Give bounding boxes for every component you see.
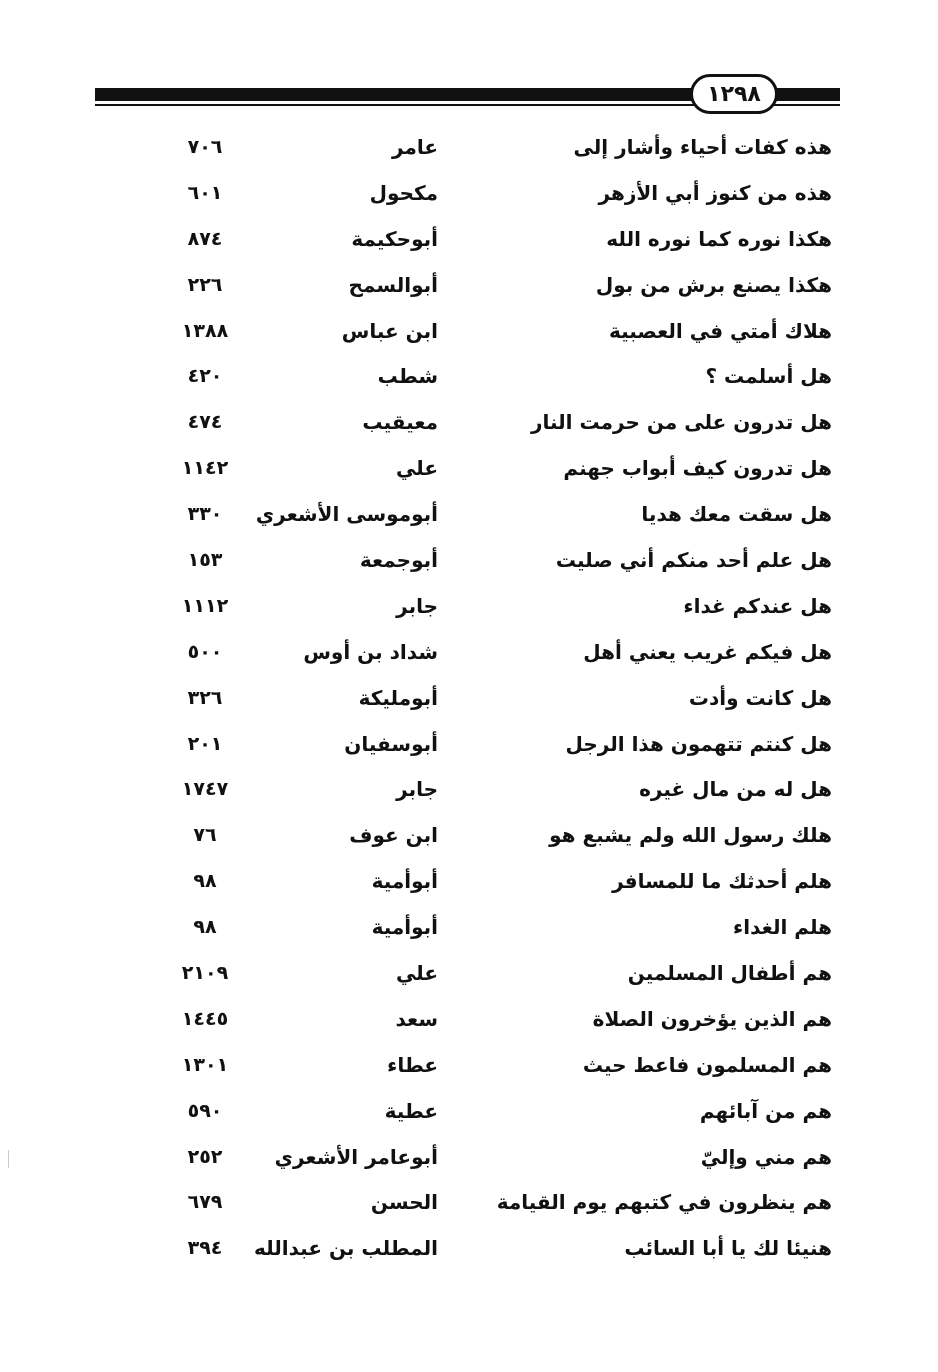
narrator-name: أبوجمعة xyxy=(359,547,438,572)
hadith-phrase: هل تدرون كيف أبواب جهنم xyxy=(563,456,832,481)
hadith-phrase: هل عندكم غداء xyxy=(683,593,832,618)
page-ref: ٢٥٢ xyxy=(187,1145,223,1168)
hadith-index-table xyxy=(150,124,840,1271)
narrator-name: ابن عوف xyxy=(349,823,438,848)
hadith-phrase: هل كانت وأدت xyxy=(688,685,832,710)
page-ref: ٧٦ xyxy=(193,824,217,847)
page-ref: ١١٤٢ xyxy=(181,457,229,480)
index-row xyxy=(150,904,840,950)
page-ref: ٥٠٠ xyxy=(187,640,223,663)
index-row xyxy=(150,308,840,354)
narrator-name: عامر xyxy=(392,134,438,159)
hadith-phrase: هم من آبائهم xyxy=(699,1098,832,1123)
index-row xyxy=(150,170,840,216)
hadith-phrase: هل تدرون على من حرمت النار xyxy=(530,410,832,435)
page-ref: ١١١٢ xyxy=(181,594,229,617)
hadith-phrase: هل له من مال غيره xyxy=(639,777,832,802)
page-ref: ٩٨ xyxy=(193,870,217,893)
narrator-name: ابن عباس xyxy=(341,318,438,343)
scan-edge-mark xyxy=(8,1150,9,1168)
index-row xyxy=(150,629,840,675)
narrator-name: أبومليكة xyxy=(358,685,438,710)
index-row xyxy=(150,491,840,537)
page-ref: ٦٧٩ xyxy=(187,1191,223,1214)
page-ref: ٦٠١ xyxy=(187,181,223,204)
narrator-name: أبوحكيمة xyxy=(351,226,438,251)
index-row xyxy=(150,262,840,308)
page-ref: ١٧٤٧ xyxy=(181,778,229,801)
narrator-name: مكحول xyxy=(369,180,438,205)
hadith-phrase: هكذا نوره كما نوره الله xyxy=(606,226,832,251)
page-ref: ١٤٤٥ xyxy=(181,1007,229,1030)
narrator-name: علي xyxy=(395,960,438,985)
page-ref: ٢٢٦ xyxy=(187,273,223,296)
index-row xyxy=(150,1042,840,1088)
hadith-phrase: هلم الغداء xyxy=(733,915,832,940)
page-ref: ٢١٠٩ xyxy=(181,961,229,984)
hadith-phrase: هذه كفات أحياء وأشار إلى xyxy=(573,134,832,159)
page-number: ١٢٩٨ xyxy=(690,74,778,114)
hadith-phrase: هم أطفال المسلمين xyxy=(627,960,832,985)
index-row xyxy=(150,445,840,491)
narrator-name: عطية xyxy=(384,1098,438,1123)
page-ref: ١٣٠١ xyxy=(181,1053,229,1076)
narrator-name: شداد بن أوس xyxy=(303,639,438,664)
hadith-phrase: هكذا يصنع برش من بول xyxy=(595,272,832,297)
index-row xyxy=(150,353,840,399)
narrator-name: المطلب بن عبدالله xyxy=(253,1236,438,1261)
narrator-name: جابر xyxy=(396,593,438,618)
page-ref: ٧٠٦ xyxy=(187,135,223,158)
page-ref: ٨٧٤ xyxy=(187,227,223,250)
hadith-phrase: هلك رسول الله ولم يشبع هو xyxy=(549,823,832,848)
page-ref: ٢٠١ xyxy=(187,732,223,755)
index-row xyxy=(150,216,840,262)
index-row xyxy=(150,675,840,721)
index-row xyxy=(150,1134,840,1180)
page-ref: ٩٨ xyxy=(193,916,217,939)
page-ref: ١٣٨٨ xyxy=(181,319,229,342)
hadith-phrase: هل علم أحد منكم أني صليت xyxy=(555,547,832,572)
narrator-name: أبوالسمح xyxy=(348,272,438,297)
hadith-phrase: هم المسلمون فاعط حيث xyxy=(582,1052,832,1077)
index-row xyxy=(150,583,840,629)
narrator-name: جابر xyxy=(396,777,438,802)
narrator-name: معيقيب xyxy=(362,410,438,435)
index-row xyxy=(150,1179,840,1225)
index-row xyxy=(150,766,840,812)
hadith-phrase: هل أسلمت ؟ xyxy=(705,364,832,389)
index-row xyxy=(150,124,840,170)
page-ref: ٤٧٤ xyxy=(187,411,223,434)
hadith-phrase: هل سقت معك هديا xyxy=(641,502,832,527)
narrator-name: علي xyxy=(395,456,438,481)
narrator-name: أبوعامر الأشعري xyxy=(274,1144,438,1169)
index-row xyxy=(150,399,840,445)
index-row xyxy=(150,812,840,858)
narrator-name: الحسن xyxy=(370,1190,438,1215)
page-ref: ٥٩٠ xyxy=(187,1099,223,1122)
narrator-name: أبوسفيان xyxy=(344,731,438,756)
hadith-phrase: هنيئا لك يا أبا السائب xyxy=(624,1236,832,1261)
index-row xyxy=(150,858,840,904)
page-ref: ١٥٣ xyxy=(187,548,223,571)
page-ref: ٣٢٦ xyxy=(187,686,223,709)
hadith-phrase: هلم أحدثك ما للمسافر xyxy=(612,869,832,894)
narrator-name: أبوأمية xyxy=(371,915,438,940)
index-row xyxy=(150,721,840,767)
index-row xyxy=(150,1088,840,1134)
hadith-phrase: هلاك أمتي في العصبية xyxy=(608,318,832,343)
narrator-name: سعد xyxy=(395,1006,438,1031)
hadith-phrase: هل كنتم تتهمون هذا الرجل xyxy=(565,731,832,756)
hadith-phrase: هم مني وإليّ xyxy=(700,1144,832,1169)
narrator-name: شطب xyxy=(377,364,438,389)
narrator-name: أبوأمية xyxy=(371,869,438,894)
index-row xyxy=(150,1225,840,1271)
narrator-name: عطاء xyxy=(387,1052,438,1077)
narrator-name: أبوموسى الأشعري xyxy=(255,502,438,527)
page-ref: ٤٢٠ xyxy=(187,365,223,388)
hadith-phrase: هم الذين يؤخرون الصلاة xyxy=(592,1006,832,1031)
page-ref: ٣٣٠ xyxy=(187,503,223,526)
hadith-phrase: هل فيكم غريب يعني أهل xyxy=(583,639,832,664)
index-row xyxy=(150,537,840,583)
hadith-phrase: هم ينظرون في كتبهم يوم القيامة xyxy=(496,1190,832,1215)
hadith-phrase: هذه من كنوز أبي الأزهر xyxy=(598,180,832,205)
index-row xyxy=(150,950,840,996)
index-row xyxy=(150,996,840,1042)
page-ref: ٣٩٤ xyxy=(187,1237,223,1260)
